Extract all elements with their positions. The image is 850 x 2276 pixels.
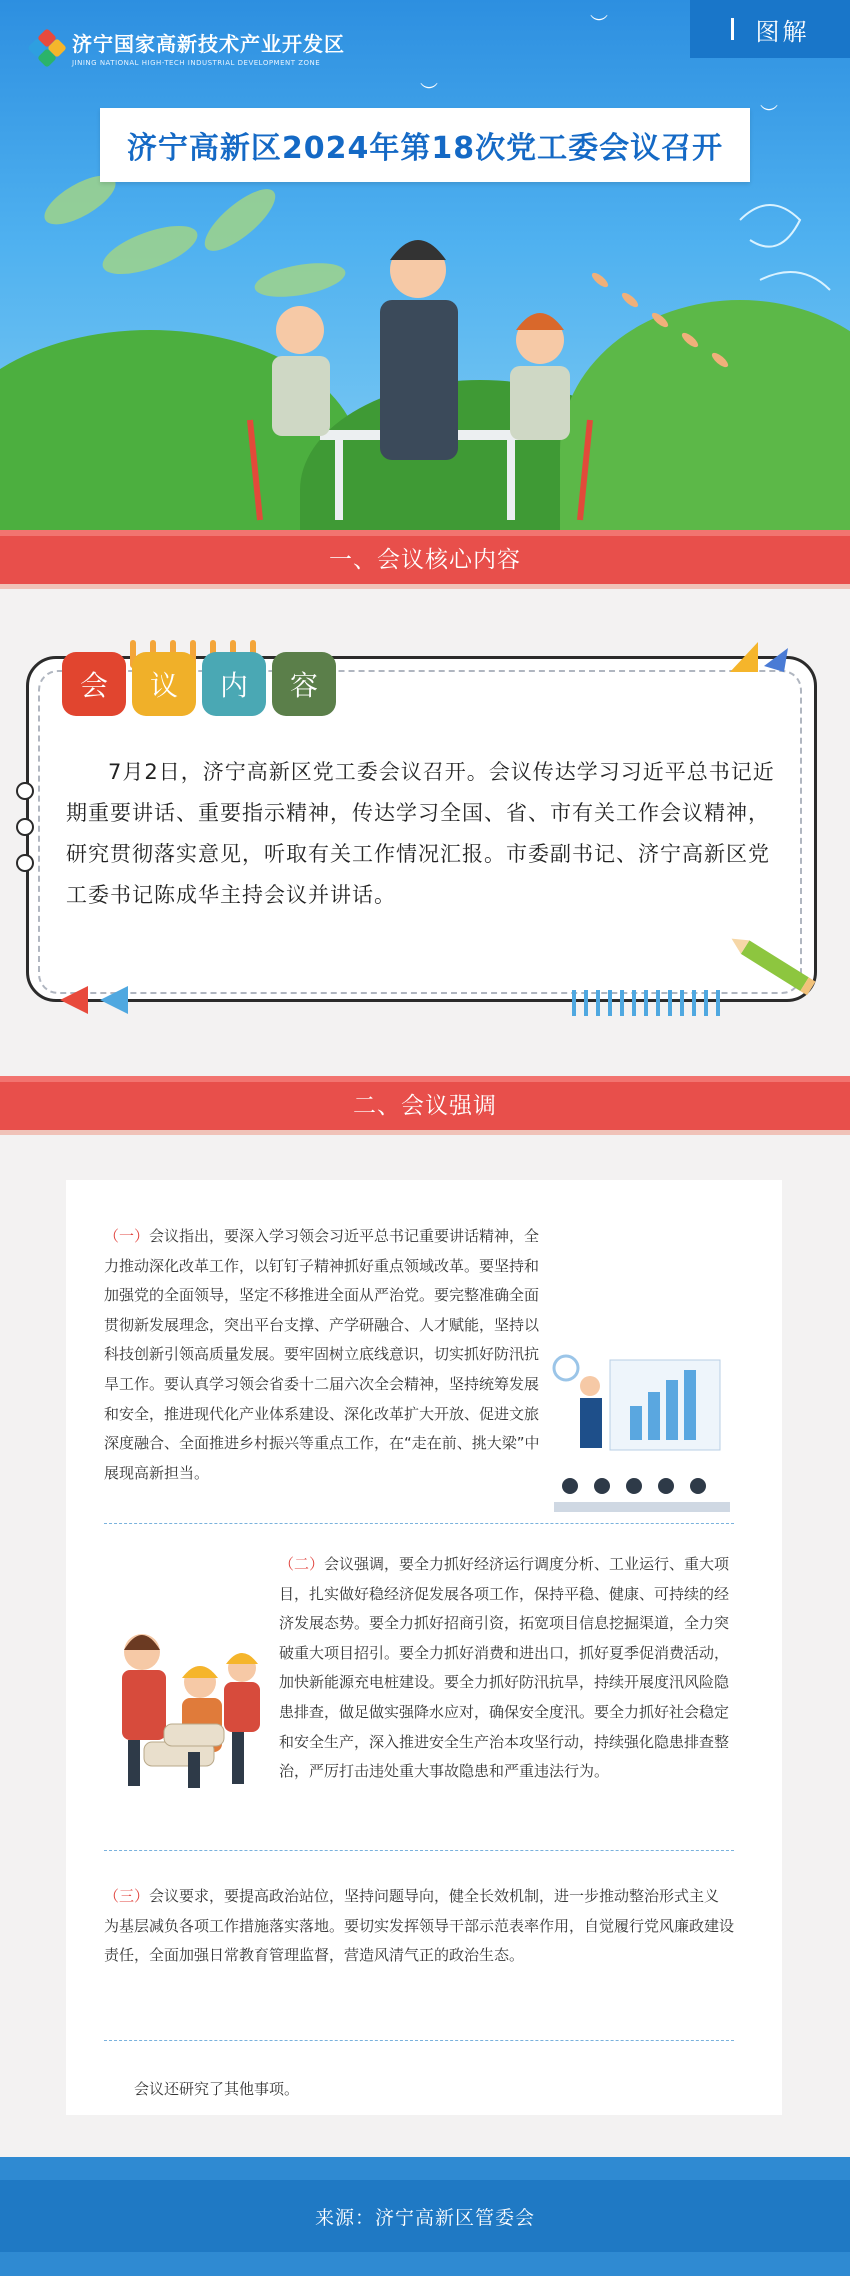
stripe-decoration (572, 990, 752, 1020)
source-text: 来源：济宁高新区管委会 (314, 2206, 535, 2229)
bird-icon: ︶ (420, 82, 438, 103)
divider (104, 2040, 734, 2041)
section1-banner (0, 530, 850, 584)
divider (104, 1523, 734, 1524)
tab-char: 内 (202, 652, 266, 716)
tab-char: 容 (272, 652, 336, 716)
paragraph-text: 会议强调，要全力抓好经济运行调度分析、工业运行、重大项目，扎实做好稳经济促发展各项工作，保持平稳、健康、可持续的经济发展态势。要全力抓好招商引资，拓宽项目信息挖掘渠道，全力突破重大项目招引。要全力抓好消费和进出口，抓好夏季促消费活动，加快新能源充电桩建设。要全力抓好防汛抗旱，持续开展度汛风险隐患排查，做足做实强降水应对，确保安全度汛。要全力抓好社会稳定和安全生产，深入推进安全生产治本攻坚行动，持续强化隐患排查整治，严厉打击违处重大事故隐患和严重违法行为。 (279, 1555, 730, 1781)
hero-banner (0, 0, 850, 540)
section2-title: 二、会议强调 (353, 1092, 497, 1119)
page-title: 济宁高新区2024年第18次党工委会议召开 (126, 131, 724, 166)
org-name-en: JINING NATIONAL HIGH-TECH INDUSTRIAL DEVELOPMENT ZONE (72, 59, 321, 67)
bird-icon: ︶ (760, 104, 778, 125)
paragraph-number: （二） (279, 1555, 325, 1573)
paragraph-text: 会议指出，要深入学习领会习近平总书记重要讲话精神，全力推动深化改革工作，以钉钉子精神抓好重点领域改革。要坚持和加强党的全面领导，坚定不移推进全面从严治党。要完整准确全面贯彻新发展理念，突出平台支撑、产学研融合、人才赋能，坚持以科技创新引领高质量发展。要牢固树立底线意识，切实抓好防汛抗旱工作。要认真学习领会省委十二届六次全会精神，坚持统筹发展和安全，推进现代化产业体系建设、深化改革扩大开放、促进文旅深度融合、全面推进乡村振兴等重点工作，在“走在前、挑大梁”中展现高新担当。 (104, 1227, 540, 1482)
workers-illustration (104, 1612, 269, 1792)
paragraph-3 (104, 1882, 734, 1971)
tab-chars (62, 652, 342, 716)
org-name-cn: 济宁国家高新技术产业开发区 (72, 32, 345, 56)
paragraph-number: （一） (104, 1227, 150, 1245)
footer-source (0, 2180, 850, 2252)
paragraph-2 (104, 1550, 734, 1792)
paragraph-1 (104, 1222, 734, 1540)
binder-ring (16, 854, 34, 872)
title-box (100, 108, 750, 182)
presentation-illustration (550, 1326, 734, 1540)
paragraph-number: （三） (104, 1887, 150, 1905)
tab-char: 会 (62, 652, 126, 716)
divider (104, 1850, 734, 1851)
section1-body: 7月2日，济宁高新区党工委会议召开。会议传达学习习近平总书记近期重要讲话、重要指示精神，传达学习全国、省、市有关工作会议精神，研究贯彻落实意见，听取有关工作情况汇报。市委副书记、济宁高新区党工委书记陈成华主持会议并讲话。 (66, 760, 775, 907)
arrow-decoration (60, 980, 180, 1020)
binder-ring (16, 782, 34, 800)
closing-text: 会议还研究了其他事项。 (134, 2080, 300, 2098)
section1-title: 一、会议核心内容 (329, 546, 521, 573)
section2-banner (0, 1076, 850, 1130)
tab-char: 议 (132, 652, 196, 716)
logo-icon (30, 31, 64, 65)
org-logo (30, 28, 345, 67)
paragraph-text: 会议要求，要提高政治站位，坚持问题导向，健全长效机制，进一步推动整治形式主义为基层减负各项工作措施落实落地。要切实发挥领导干部示范表率作用，自觉履行党风廉政建设责任，全面加强日常教育管理监督，营造风清气正的政治生态。 (104, 1887, 735, 1965)
binder-ring (16, 818, 34, 836)
category-tag: 图解 (690, 0, 850, 58)
bird-icon: ︶ (590, 14, 608, 35)
triangle-decoration (730, 642, 790, 682)
